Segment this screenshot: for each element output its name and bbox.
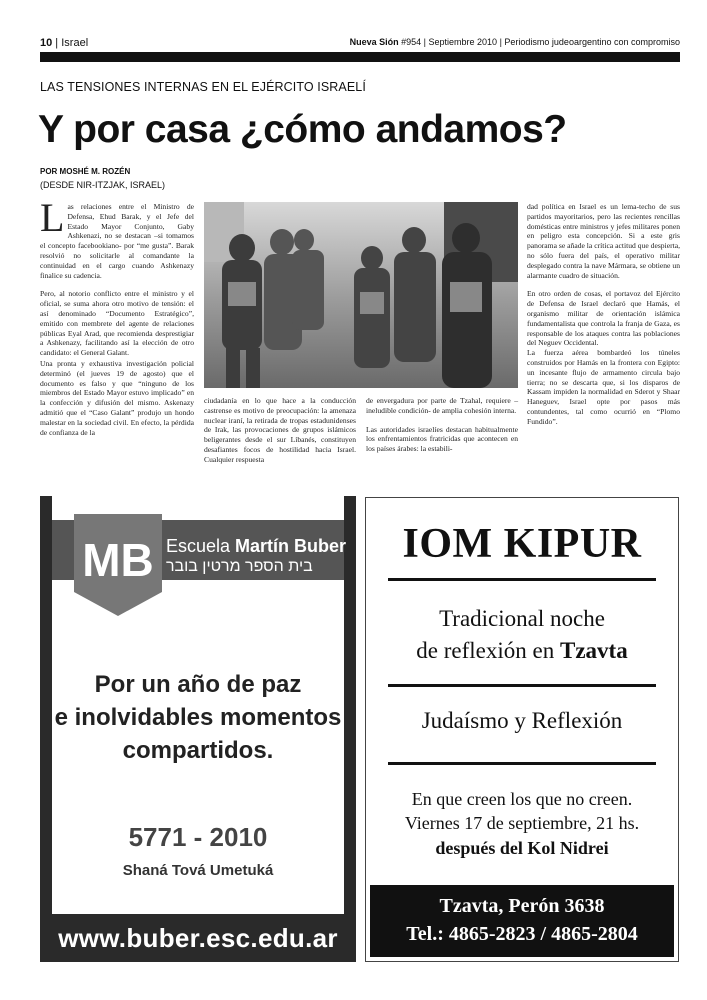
paragraph: En otro orden de cosas, el portavoz del Ejército de Defensa de Israel declaró que Hamás, el organismo militar de orientación islámica fundamentalista que controla la franja de Gaza, es responsable de los ataques contra las poblaciones del Neguev Occidental. bbox=[527, 289, 680, 348]
paragraph: dad política en Israel es un lema-techo de sus partidos mayoritarios, pero las recientes rencillas domésticas entre ministros y jefes militares ponen en peligro esta concepción. Si a este gris panorama se añade la crítica actitud que despierta, no sólo fuera del país, el operativo militar desplegado contra la nave Mármara, se obtiene un alarmante cuadro de situación. bbox=[527, 202, 680, 280]
paragraph bbox=[40, 195, 194, 280]
page-header bbox=[40, 35, 680, 51]
hebrew-year: 5771 - 2010 bbox=[128, 822, 268, 852]
paragraph: Pero, al notorio conflicto entre el ministro y el oficial, se suma ahora otro motivo de tensión: el así denominado “Documento Estratégico”, emitido con membrete del agente de relaciones públicas Eyal Arad, que recomienda desprestigiar a Ashkenazy, facilitando así la elección de otro candidato: el General Galant. bbox=[40, 289, 194, 358]
paragraph: de envergadura por parte de Tzahal, requiere –ineludible condición- de amplia cohesión interna. bbox=[366, 396, 518, 415]
soldiers-photo-image bbox=[204, 202, 518, 388]
article-kicker: LAS TENSIONES INTERNAS EN EL EJÉRCITO ISRAELÍ bbox=[40, 80, 366, 94]
article-dateline: (DESDE NIR-ITZJAK, ISRAEL) bbox=[40, 180, 166, 190]
slogan-line: e inolvidables momentos bbox=[54, 704, 342, 731]
article-column-4 bbox=[527, 202, 680, 436]
ad-subtitle: Judaísmo y Reflexión bbox=[421, 708, 623, 733]
school-website-link[interactable]: www.buber.esc.edu.ar bbox=[58, 923, 338, 953]
article-title: Y por casa ¿cómo andamos? bbox=[38, 108, 567, 151]
publication-name: Nueva Sión bbox=[349, 37, 399, 47]
iom-kipur-ad bbox=[365, 497, 679, 962]
paragraph-text: as relaciones entre el Ministro de Defensa, Ehud Barak, y el Jefe del Estado Mayor Conjunto, Gaby Ashkenazi, no se destacan –si tomamos el concepto facebookiano- por “me gusta”. Barak resolvió no solicitarle al comandante la continuidad en el cargo cuando Ashkenazy finalice su cadencia. bbox=[40, 202, 194, 280]
article-author: POR MOSHÉ M. ROZÉN bbox=[40, 167, 131, 176]
venue-phone: Tel.: 4865-2823 / 4865-2804 bbox=[406, 923, 638, 945]
page-folio: 10 | Israel bbox=[40, 37, 89, 49]
paragraph: Las autoridades israelíes destacan habitualmente los enfrentamientos fratricidas que acontecen en los países árabes: la estabili- bbox=[366, 424, 518, 454]
ad-line-1: En que creen los que no creen. bbox=[411, 789, 633, 809]
ad-line-3: después del Kol Nidrei bbox=[435, 838, 609, 858]
slogan-line: compartidos. bbox=[122, 737, 274, 764]
school-name bbox=[166, 536, 346, 557]
buber-school-ad bbox=[40, 496, 356, 962]
paragraph: ciudadanía en lo que hace a la conducción castrense es motivo de preocupación: la amenaza nuclear iraní, la retirada de tropas estadunidenses de Irak, las provocaciones de grupos islámicos beligerantes desde el sur Líbanés, constituyen desafiantes focos de hostilidad hacia Israel. Cualquier respuesta bbox=[204, 396, 356, 464]
ad-slogan bbox=[52, 668, 344, 767]
publication-tagline: Periodismo judeoargentino con compromiso bbox=[504, 37, 680, 47]
tagline-venue: Tzavta bbox=[559, 638, 628, 663]
issue-info: Nueva Sión #954 | Septiembre 2010 | Periodismo judeoargentino con compromiso bbox=[349, 37, 680, 47]
ad-line-2: Viernes 17 de septiembre, 21 hs. bbox=[404, 813, 640, 833]
issue-date: Septiembre 2010 bbox=[428, 37, 498, 47]
school-name-bold: Martín Buber bbox=[235, 536, 347, 556]
ad-contact-footer bbox=[370, 885, 674, 957]
ad-title: IOM KIPUR bbox=[402, 521, 642, 567]
slogan-line: Por un año de paz bbox=[94, 671, 302, 698]
ad-tagline-1: Tradicional noche bbox=[439, 606, 605, 631]
tagline-prefix: de reflexión en bbox=[416, 638, 560, 663]
buber-ad-panel bbox=[52, 496, 347, 914]
drop-cap: L bbox=[40, 195, 65, 240]
issue-number: #954 bbox=[401, 37, 422, 47]
soldiers-photo bbox=[204, 202, 518, 388]
ad-tagline-2 bbox=[366, 638, 678, 664]
divider bbox=[388, 762, 656, 765]
paragraph: La fuerza aérea bombardeó los túneles construidos por Hamás en la frontera con Egipto: un incesante flujo de armamento circula bajo tierra; no se descarta que, si los disparos de Kassam impiden la normalidad en Sderot y Shaar Haneguev, Israel opte por pasos más contundentes, tal como ocurrió en “Plomo Fundido”. bbox=[527, 348, 680, 426]
new-year-greeting: Shaná Tová Umetuká bbox=[122, 862, 274, 879]
divider bbox=[388, 578, 656, 581]
article-column-1 bbox=[40, 195, 194, 446]
paragraph: Una pronta y exhaustiva investigación policial determinó (el jueves 19 de agosto) que el documento es falso y que “ninguno de los miembros del Estado Mayor estuvo implicado” en la confección y difusión del mismo. Askenazy admitió que el “Caso Galant” produjo un hondo malestar en la sociedad civil. En efecto, la pérdida de confianza de la bbox=[40, 358, 194, 437]
venue-address: Tzavta, Perón 3638 bbox=[439, 895, 605, 917]
page-number: 10 bbox=[40, 37, 53, 49]
section-name: Israel bbox=[61, 37, 89, 49]
school-hebrew-name: בית הספר מרטין בובר bbox=[166, 558, 313, 575]
article-column-3 bbox=[366, 396, 518, 463]
header-rule bbox=[40, 52, 680, 62]
divider bbox=[388, 684, 656, 687]
school-shield-logo bbox=[74, 514, 162, 616]
logo-letters: MB bbox=[82, 534, 154, 586]
article-column-2 bbox=[204, 396, 356, 474]
school-prefix: Escuela bbox=[166, 536, 236, 556]
